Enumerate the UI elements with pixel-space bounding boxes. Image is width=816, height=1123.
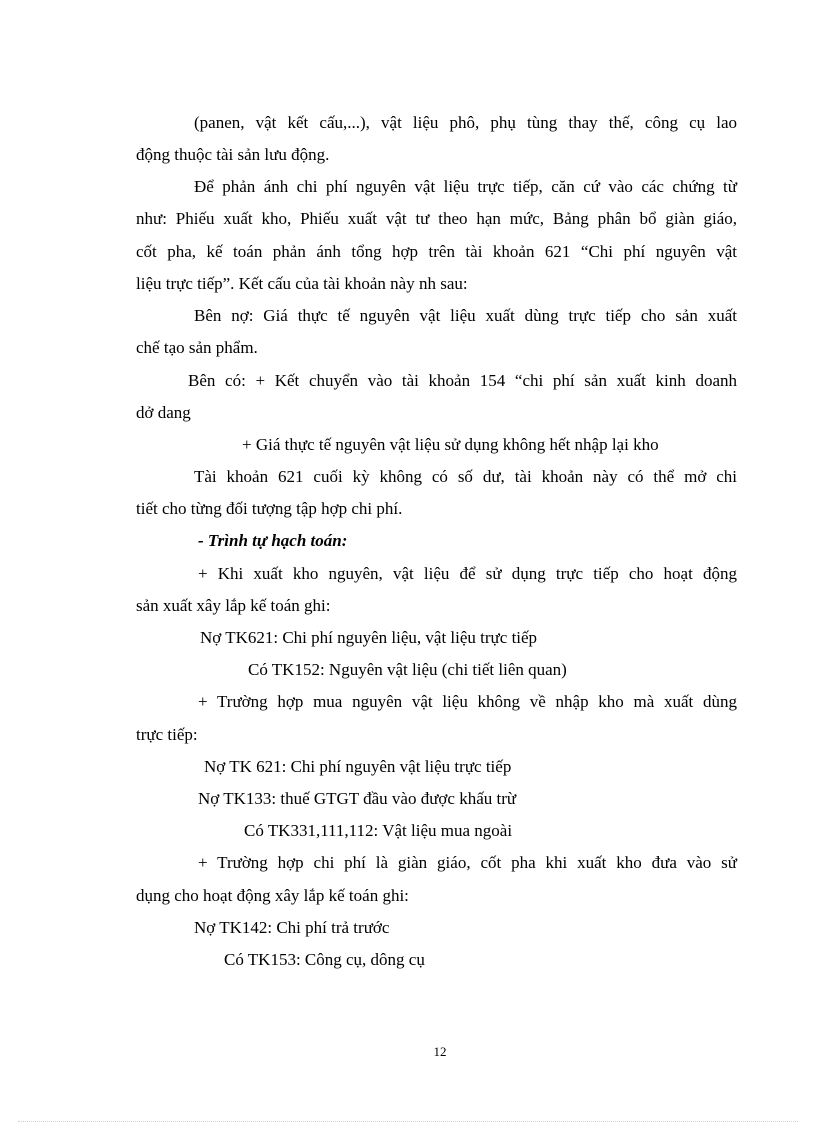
paragraph-line: cốt pha, kế toán phản ánh tổng hợp trên tài khoản 621 “Chi phí nguyên vật [136, 242, 737, 261]
paragraph-line: trực tiếp: [136, 725, 198, 744]
journal-entry-debit: Nợ TK 621: Chi phí nguyên vật liệu trực tiếp [204, 757, 512, 776]
paragraph-line: động thuộc tài sản lưu động. [136, 145, 330, 164]
page-divider [18, 1121, 798, 1122]
paragraph-line: dở dang [136, 403, 191, 422]
paragraph-line: Bên nợ: Giá thực tế nguyên vật liệu xuất dùng trực tiếp cho sản xuất [194, 306, 737, 325]
page-number: 12 [433, 1044, 447, 1059]
paragraph-line: liệu trực tiếp”. Kết cấu của tài khoản này nh sau: [136, 274, 468, 293]
journal-entry-credit: Có TK331,111,112: Vật liệu mua ngoài [244, 821, 513, 840]
journal-entry-debit: Nợ TK621: Chi phí nguyên liệu, vật liệu trực tiếp [200, 628, 538, 647]
paragraph-line: như: Phiếu xuất kho, Phiếu xuất vật tư theo hạn mức, Bảng phân bổ giàn giáo, [136, 209, 737, 228]
paragraph-line: dụng cho hoạt động xây lắp kế toán ghi: [136, 886, 409, 905]
paragraph-line: + Trường hợp chi phí là giàn giáo, cốt pha khi xuất kho đưa vào sử [198, 853, 737, 872]
section-heading: - Trình tự hạch toán: [198, 531, 348, 550]
paragraph-line: Tài khoản 621 cuối kỳ không có số dư, tài khoản này có thể mở chi [194, 467, 737, 486]
paragraph-line: tiết cho từng đối tượng tập hợp chi phí. [136, 499, 403, 518]
journal-entry-debit: Nợ TK133: thuế GTGT đầu vào được khấu trừ [198, 789, 517, 808]
journal-entry-credit: Có TK152: Nguyên vật liệu (chi tiết liên quan) [248, 660, 567, 679]
paragraph-line: + Khi xuất kho nguyên, vật liệu để sử dụng trực tiếp cho hoạt động [198, 564, 737, 583]
paragraph-line: + Giá thực tế nguyên vật liệu sử dụng không hết nhập lại kho [242, 435, 659, 454]
journal-entry-credit: Có TK153: Công cụ, dông cụ [224, 950, 425, 969]
paragraph-line: + Trường hợp mua nguyên vật liệu không về nhập kho mà xuất dùng [198, 692, 737, 711]
paragraph-line: (panen, vật kết cấu,...), vật liệu phô, phụ tùng thay thế, công cụ lao [194, 113, 737, 132]
paragraph-line: Để phản ánh chi phí nguyên vật liệu trực tiếp, căn cứ vào các chứng từ [194, 177, 737, 196]
paragraph-line: sản xuất xây lắp kế toán ghi: [136, 596, 331, 615]
journal-entry-debit: Nợ TK142: Chi phí trả trước [194, 918, 390, 937]
paragraph-line: chế tạo sản phẩm. [136, 338, 258, 357]
paragraph-line: Bên có: + Kết chuyển vào tài khoản 154 “chi phí sản xuất kinh doanh [188, 371, 737, 390]
